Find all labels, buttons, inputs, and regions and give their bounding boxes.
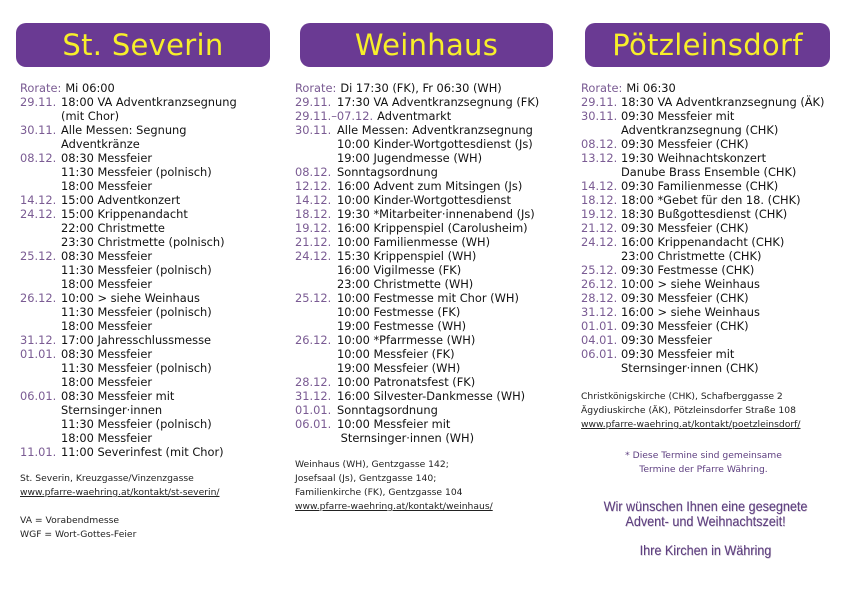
entry-date: 08.12.	[581, 137, 618, 151]
entry-line: 15:30 Krippenspiel (WH)	[337, 249, 477, 263]
schedule-entry	[581, 263, 824, 277]
entry-date: 30.11.	[20, 123, 57, 137]
link-st-severin[interactable]: www.pfarre-waehring.at/kontakt/st-severin/	[20, 487, 220, 498]
entry-line: 08:30 Messfeier	[61, 151, 153, 165]
entry-date: 19.12.	[295, 221, 332, 235]
entry-line: 19:30 Weihnachtskonzert	[621, 151, 767, 165]
entry-date: 30.11.	[581, 109, 618, 123]
entry-line: 18:00 VA Adventkranzsegnung	[61, 95, 237, 109]
entry-line: 19:30 *Mitarbeiter·innenabend (Js)	[337, 207, 535, 221]
entry-line: 09:30 Messfeier (CHK)	[621, 221, 749, 235]
title-poetzleinsdorf: Pötzleinsdorf	[612, 28, 803, 62]
entry-line: 16:00 > siehe Weinhaus	[621, 305, 760, 319]
entry-line: 19:00 Jugendmesse (WH)	[337, 151, 483, 165]
schedule-entry	[581, 291, 824, 305]
entry-line: 18:00 Messfeier	[61, 375, 153, 389]
schedule-entry	[20, 291, 237, 333]
entry-line: 23:00 Christmette (CHK)	[621, 249, 762, 263]
address-line: Familienkirche (FK), Gentzgasse 104	[295, 487, 463, 498]
entry-line: 09:30 Messfeier mit	[621, 347, 735, 361]
entry-line: 16:00 Silvester-Dankmesse (WH)	[337, 389, 526, 403]
schedule-poetzleinsdorf	[581, 81, 824, 375]
title-st-severin: St. Severin	[62, 28, 224, 62]
entry-date: 08.12.	[20, 151, 57, 165]
rorate-row	[20, 81, 237, 95]
title-weinhaus: Weinhaus	[354, 28, 499, 62]
schedule-entry	[295, 165, 539, 179]
entry-line: 11:30 Messfeier (polnisch)	[61, 165, 212, 179]
rorate-value: Mi 06:00	[65, 81, 115, 95]
entry-date: 24.12.	[20, 207, 57, 221]
note-line: Termine der Pfarre Währing.	[639, 464, 768, 475]
entry-date: 28.12.	[581, 291, 618, 305]
schedule-entry	[581, 319, 824, 333]
entry-date: 25.12.	[581, 263, 618, 277]
entry-date: 06.01.	[581, 347, 618, 361]
entry-line: Sternsinger·innen (WH)	[337, 431, 475, 445]
entry-line: 09:30 Messfeier mit	[621, 109, 735, 123]
entry-line: (mit Chor)	[61, 109, 120, 123]
entry-line: 09:30 Messfeier (CHK)	[621, 319, 749, 333]
entry-date: 01.01.	[295, 403, 332, 417]
entry-date: 28.12.	[295, 375, 332, 389]
rorate-label: Rorate:	[295, 81, 337, 95]
schedule-entry	[581, 109, 824, 137]
address-line: Ägydiuskirche (ÄK), Pötzleinsdorfer Straße 108	[581, 405, 796, 416]
schedule-entry	[295, 417, 539, 445]
greeting-line: Advent- und Weihnachtszeit!	[625, 513, 786, 529]
entry-date: 21.12.	[295, 235, 332, 249]
entry-line: 23:30 Christmette (polnisch)	[61, 235, 225, 249]
entry-line: 10:00 Messfeier (FK)	[337, 347, 455, 361]
rorate-value: Di 17:30 (FK), Fr 06:30 (WH)	[340, 81, 502, 95]
schedule-entry	[20, 445, 237, 459]
entry-line: Alle Messen: Segnung	[61, 123, 187, 137]
entry-line: 18:00 Messfeier	[61, 319, 153, 333]
link-weinhaus[interactable]: www.pfarre-waehring.at/kontakt/weinhaus/	[295, 501, 493, 512]
entry-line: 22:00 Christmette	[61, 221, 165, 235]
schedule-entry	[20, 389, 237, 445]
entry-line: Danube Brass Ensemble (CHK)	[621, 165, 797, 179]
entry-date: 31.12.	[20, 333, 57, 347]
entry-line: 18:00 Messfeier	[61, 179, 153, 193]
entry-line: 16:00 Advent zum Mitsingen (Js)	[337, 179, 523, 193]
schedule-entry	[295, 207, 539, 221]
entry-line: 18:00 Messfeier	[61, 277, 153, 291]
entry-date: 29.11.	[20, 95, 57, 109]
entry-line: Sonntagsordnung	[337, 403, 438, 417]
entry-date: 01.01.	[581, 319, 618, 333]
schedule-entry	[295, 123, 539, 165]
header-weinhaus	[300, 23, 553, 67]
entry-line: 10:00 Patronatsfest (FK)	[337, 375, 476, 389]
entry-date: 30.11.	[295, 123, 332, 137]
entry-line: 08:30 Messfeier	[61, 249, 153, 263]
signature: Ihre Kirchen in Währing	[639, 542, 772, 558]
rorate-value: Mi 06:30	[626, 81, 676, 95]
rorate-row	[581, 81, 824, 95]
entry-date: 01.01.	[20, 347, 57, 361]
address-line: St. Severin, Kreuzgasse/Vinzenzgasse	[20, 473, 194, 484]
footer-poetzleinsdorf	[581, 390, 800, 432]
schedule-entry	[20, 333, 237, 347]
entry-date: 04.01.	[581, 333, 618, 347]
entry-date: 08.12.	[295, 165, 332, 179]
entry-line: Alle Messen: Adventkranzsegnung	[337, 123, 533, 137]
entry-line: 08:30 Messfeier mit	[61, 389, 175, 403]
entry-line: 17:30 VA Adventkranzsegnung (FK)	[337, 95, 540, 109]
legend-line: WGF = Wort-Gottes-Feier	[20, 529, 137, 540]
schedule-entry	[295, 389, 539, 403]
entry-line: 09:30 Messfeier (CHK)	[621, 137, 749, 151]
schedule-entry	[581, 95, 824, 109]
schedule-entry	[581, 151, 824, 179]
address-line: Christkönigskirche (CHK), Schafberggasse 2	[581, 391, 783, 402]
entry-line: 11:00 Severinfest (mit Chor)	[61, 445, 224, 459]
entry-line: 10:00 Familienmesse (WH)	[337, 235, 491, 249]
schedule-entry	[581, 305, 824, 319]
entry-line: 10:00 > siehe Weinhaus	[61, 291, 200, 305]
schedule-entry	[20, 249, 237, 291]
schedule-entry	[295, 109, 539, 123]
entry-date: 11.01.	[20, 445, 57, 459]
entry-date: 31.12.	[581, 305, 618, 319]
closing-greeting	[586, 499, 825, 558]
schedule-entry	[581, 221, 824, 235]
rorate-label: Rorate:	[20, 81, 62, 95]
schedule-entry	[20, 151, 237, 193]
shared-dates-note	[581, 449, 826, 477]
legend-line: VA = Vorabendmesse	[20, 515, 120, 526]
entry-line: 19:00 Messfeier (WH)	[337, 361, 461, 375]
entry-line: 16:00 Krippenspiel (Carolusheim)	[337, 221, 528, 235]
entry-line: 08:30 Messfeier	[61, 347, 153, 361]
entry-date: 26.12.	[295, 333, 332, 347]
entry-date: 19.12.	[581, 207, 618, 221]
entry-line: 16:00 Krippenandacht (CHK)	[621, 235, 785, 249]
schedule-entry	[581, 333, 824, 347]
entry-line: 18:00 *Gebet für den 18. (CHK)	[621, 193, 801, 207]
entry-line: Adventkränze	[61, 137, 140, 151]
greeting-line: Wir wünschen Ihnen eine gesegnete	[603, 498, 808, 514]
address-line: Weinhaus (WH), Gentzgasse 142;	[295, 459, 449, 470]
entry-line: 11:30 Messfeier (polnisch)	[61, 361, 212, 375]
schedule-entry	[295, 221, 539, 235]
entry-line: 15:00 Krippenandacht	[61, 207, 188, 221]
entry-line: 11:30 Messfeier (polnisch)	[61, 305, 212, 319]
schedule-entry	[295, 291, 539, 333]
entry-line: 19:00 Festmesse (WH)	[337, 319, 467, 333]
entry-line: 11:30 Messfeier (polnisch)	[61, 417, 212, 431]
schedule-entry	[295, 95, 539, 109]
entry-date: 26.12.	[581, 277, 618, 291]
schedule-weinhaus	[295, 81, 539, 445]
schedule-entry	[20, 95, 237, 123]
entry-line: 17:00 Jahresschlussmesse	[61, 333, 212, 347]
schedule-entry	[295, 179, 539, 193]
entry-line: 10:00 Festmesse (FK)	[337, 305, 461, 319]
entry-line: 10:00 Festmesse mit Chor (WH)	[337, 291, 519, 305]
entry-line: 09:30 Messfeier	[621, 333, 713, 347]
entry-date: 14.12.	[295, 193, 332, 207]
entry-line: Sternsinger·innen (CHK)	[621, 361, 759, 375]
entry-line: 23:00 Christmette (WH)	[337, 277, 474, 291]
schedule-entry	[581, 347, 824, 375]
entry-date: 31.12.	[295, 389, 332, 403]
note-line: * Diese Termine sind gemeinsame	[625, 450, 782, 461]
entry-line: 11:30 Messfeier (polnisch)	[61, 263, 212, 277]
header-poetzleinsdorf	[585, 23, 830, 67]
schedule-entry	[581, 277, 824, 291]
schedule-entry	[581, 207, 824, 221]
entry-date: 06.01.	[20, 389, 57, 403]
entry-line: 09:30 Festmesse (CHK)	[621, 263, 755, 277]
entry-line: Adventkranzsegnung (CHK)	[621, 123, 779, 137]
entry-date: 24.12.	[295, 249, 332, 263]
entry-date: 25.12.	[295, 291, 332, 305]
entry-line: 15:00 Adventkonzert	[61, 193, 181, 207]
entry-date: 25.12.	[20, 249, 57, 263]
schedule-entry	[20, 347, 237, 389]
entry-date: 29.11.	[581, 95, 618, 109]
entry-line: 18:30 Bußgottesdienst (CHK)	[621, 207, 788, 221]
schedule-entry	[295, 193, 539, 207]
entry-date: 18.12.	[581, 193, 618, 207]
schedule-st-severin	[20, 81, 237, 459]
entry-line: 18:30 VA Adventkranzsegnung (ÄK)	[621, 95, 825, 109]
entry-line: 10:00 Kinder-Wortgottesdienst (Js)	[337, 137, 533, 151]
schedule-entry	[20, 207, 237, 249]
entry-line: Sternsinger·innen	[61, 403, 163, 417]
entry-line: 10:00 *Pfarrmesse (WH)	[337, 333, 476, 347]
schedule-entry	[295, 235, 539, 249]
entry-line: 10:00 Kinder-Wortgottesdienst	[337, 193, 511, 207]
entry-line: 16:00 Vigilmesse (FK)	[337, 263, 462, 277]
entry-date: 06.01.	[295, 417, 332, 431]
schedule-entry	[581, 235, 824, 263]
entry-date: 18.12.	[295, 207, 332, 221]
address-line: Josefsaal (Js), Gentzgasse 140;	[295, 473, 437, 484]
entry-line: Sonntagsordnung	[337, 165, 438, 179]
entry-line: 10:00 Messfeier mit	[337, 417, 451, 431]
entry-date: 14.12.	[581, 179, 618, 193]
entry-date: 26.12.	[20, 291, 57, 305]
schedule-entry	[295, 333, 539, 375]
schedule-entry	[581, 137, 824, 151]
entry-date: 14.12.	[20, 193, 57, 207]
entry-date: 29.11.	[295, 95, 332, 109]
entry-line: 10:00 > siehe Weinhaus	[621, 277, 760, 291]
footer-weinhaus	[295, 458, 493, 514]
entry-line: 09:30 Messfeier (CHK)	[621, 291, 749, 305]
entry-date: 12.12.	[295, 179, 332, 193]
rorate-label: Rorate:	[581, 81, 623, 95]
header-st-severin	[16, 23, 270, 67]
schedule-entry	[295, 375, 539, 389]
entry-date: 24.12.	[581, 235, 618, 249]
entry-date: 21.12.	[581, 221, 618, 235]
entry-line: 18:00 Messfeier	[61, 431, 153, 445]
schedule-entry	[20, 123, 237, 151]
entry-date: 13.12.	[581, 151, 618, 165]
entry-date: 29.11.–07.12.	[295, 109, 374, 123]
footer-st-severin	[20, 472, 220, 542]
entry-line: Adventmarkt	[377, 109, 452, 123]
schedule-entry	[20, 193, 237, 207]
link-poetzleinsdorf[interactable]: www.pfarre-waehring.at/kontakt/poetzleinsdorf/	[581, 419, 801, 430]
rorate-row	[295, 81, 539, 95]
schedule-entry	[295, 403, 539, 417]
entry-line: 09:30 Familienmesse (CHK)	[621, 179, 779, 193]
schedule-entry	[581, 193, 824, 207]
schedule-entry	[295, 249, 539, 291]
schedule-entry	[581, 179, 824, 193]
